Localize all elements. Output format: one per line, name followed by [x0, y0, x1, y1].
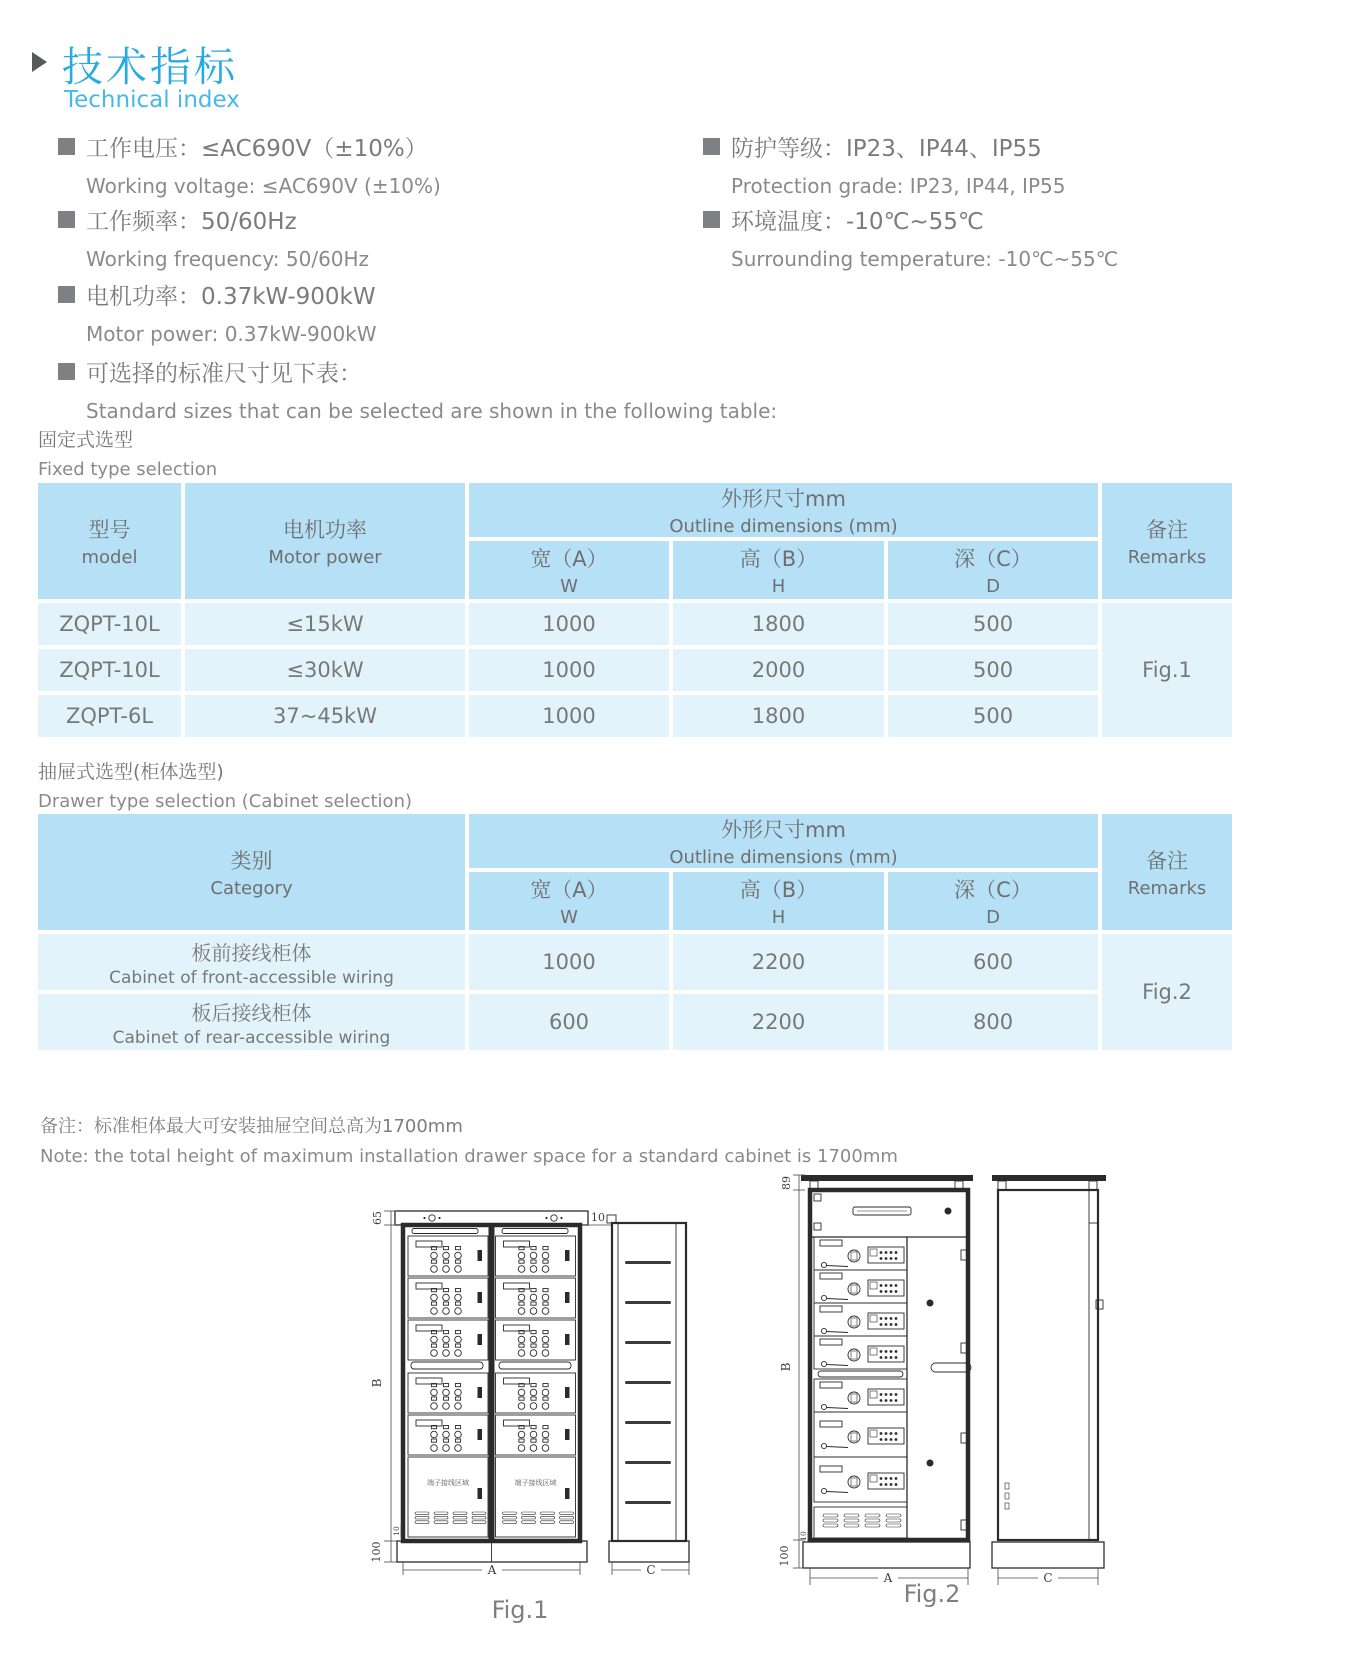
- spec-standard-sizes: [58, 355, 777, 423]
- header-zh: 电机功率: [283, 518, 367, 542]
- depth-cell: 500: [888, 649, 1098, 691]
- col-header-height: [673, 541, 884, 599]
- remark-cell: Fig.2: [1102, 934, 1232, 1050]
- height-cell: 1800: [673, 695, 884, 737]
- category-en: Cabinet of rear-accessible wiring: [112, 1027, 391, 1048]
- dim-c: C: [646, 1563, 656, 1577]
- square-bullet-icon: [58, 211, 75, 228]
- header-en: Motor power: [268, 547, 382, 568]
- height-cell: 2200: [673, 994, 884, 1050]
- dim-a: A: [883, 1571, 893, 1585]
- terminal-area-label: 端子接线区域: [514, 1479, 557, 1487]
- col-header-remarks: [1102, 483, 1232, 599]
- col-header-depth: [888, 872, 1098, 930]
- fig2-side-view: [992, 1175, 1106, 1568]
- header-en: H: [771, 907, 786, 928]
- spec-zh-text: 环境温度：-10℃~55℃: [731, 209, 984, 235]
- height-cell: 2200: [673, 934, 884, 990]
- square-bullet-icon: [58, 286, 75, 303]
- fig1-caption: Fig.1: [491, 1596, 549, 1624]
- header-zh: 深（C）: [954, 878, 1032, 902]
- width-cell: 1000: [469, 649, 669, 691]
- depth-cell: 500: [888, 695, 1098, 737]
- header-en: W: [560, 907, 578, 928]
- height-cell: 1800: [673, 603, 884, 645]
- square-bullet-icon: [703, 211, 720, 228]
- section-en: Fixed type selection: [38, 459, 218, 480]
- dim-10: 10: [591, 1211, 605, 1224]
- depth-cell: 600: [888, 934, 1098, 990]
- dim-b: B: [370, 1378, 384, 1388]
- dim-65: 65: [371, 1211, 384, 1225]
- header-en: model: [81, 547, 138, 568]
- table-row: [38, 603, 1232, 645]
- spec-en-text: Protection grade: IP23, IP44, IP55: [731, 174, 1066, 198]
- spec-working-voltage: [58, 130, 441, 198]
- header-zh: 外形尺寸mm: [721, 818, 846, 842]
- section-fixed-type: [38, 425, 217, 480]
- model-cell: ZQPT-10L: [38, 649, 181, 691]
- spec-en-text: Motor power: 0.37kW-900kW: [86, 322, 377, 346]
- fig1-drawing: [335, 1128, 705, 1628]
- dim-100: 100: [778, 1545, 791, 1567]
- spec-en-text: Surrounding temperature: -10℃~55℃: [731, 247, 1119, 271]
- header-zh: 备注: [1146, 518, 1189, 542]
- section-drawer-type: [38, 757, 412, 812]
- title-arrow-icon: [32, 52, 47, 72]
- header-en: Remarks: [1127, 547, 1207, 568]
- col-header-category: [38, 814, 465, 930]
- remark-cell: Fig.1: [1102, 603, 1232, 737]
- note-zh: 备注：标准柜体最大可安装抽屉空间总高为1700mm: [40, 1116, 463, 1137]
- col-header-depth: [888, 541, 1098, 599]
- square-bullet-icon: [58, 363, 75, 380]
- spec-working-frequency: [58, 203, 369, 271]
- spec-zh-text: 防护等级：IP23、IP44、IP55: [731, 136, 1042, 162]
- spec-zh-text: 工作频率：50/60Hz: [86, 209, 297, 235]
- header-zh: 深（C）: [954, 547, 1032, 571]
- header-en: Outline dimensions (mm): [669, 847, 898, 868]
- table-row: [38, 934, 1232, 990]
- width-cell: 1000: [469, 934, 669, 990]
- power-cell: ≤30kW: [185, 649, 465, 691]
- header-zh: 型号: [88, 518, 131, 542]
- header-zh: 宽（A）: [530, 878, 608, 902]
- dim-100: 100: [370, 1541, 383, 1563]
- model-cell: ZQPT-10L: [38, 603, 181, 645]
- section-zh: 固定式选型: [38, 429, 134, 451]
- depth-cell: 500: [888, 603, 1098, 645]
- col-header-outline-dimensions: [469, 814, 1098, 868]
- fig1-dimensions: [370, 1211, 689, 1577]
- power-cell: 37~45kW: [185, 695, 465, 737]
- category-cell: [38, 934, 465, 990]
- header-en: W: [560, 576, 578, 597]
- spec-zh-text: 工作电压：≤AC690V（±10%）: [86, 136, 428, 162]
- col-header-width: [469, 541, 669, 599]
- header-en: Category: [210, 878, 293, 899]
- drawer-type-table: [34, 810, 1236, 1054]
- fig2-front-view: [801, 1175, 973, 1568]
- square-bullet-icon: [703, 138, 720, 155]
- spec-en-text: Working voltage: ≤AC690V (±10%): [86, 174, 441, 198]
- spec-zh-text: 电机功率：0.37kW-900kW: [86, 284, 376, 310]
- col-header-remarks: [1102, 814, 1232, 930]
- height-cell: 2000: [673, 649, 884, 691]
- terminal-area-label: 端子接线区域: [427, 1479, 469, 1487]
- category-en: Cabinet of front-accessible wiring: [109, 967, 394, 988]
- category-zh: 板前接线柜体: [191, 940, 312, 965]
- dim-10-small: 10: [799, 1531, 808, 1541]
- fig1-front-view: [395, 1211, 588, 1562]
- fig1-side-view: [607, 1215, 689, 1562]
- width-cell: 1000: [469, 603, 669, 645]
- depth-cell: 800: [888, 994, 1098, 1050]
- fig2-drawing: [715, 1095, 1135, 1615]
- header-en: H: [771, 576, 786, 597]
- col-header-motor-power: [185, 483, 465, 599]
- fixed-type-table: [34, 479, 1236, 741]
- table-row: [38, 649, 1232, 691]
- col-header-width: [469, 872, 669, 930]
- power-cell: ≤15kW: [185, 603, 465, 645]
- spec-protection-grade: [703, 130, 1065, 198]
- spec-zh-text: 可选择的标准尺寸见下表：: [86, 361, 362, 387]
- header-en: Remarks: [1127, 878, 1207, 899]
- model-cell: ZQPT-6L: [38, 695, 181, 737]
- category-zh: 板后接线柜体: [191, 1000, 312, 1025]
- spec-surrounding-temperature: [703, 203, 1118, 271]
- header-en: Outline dimensions (mm): [669, 516, 898, 537]
- page-subtitle: Technical index: [64, 87, 240, 113]
- page-title: 技术指标: [62, 43, 238, 91]
- width-cell: 1000: [469, 695, 669, 737]
- spec-motor-power: [58, 278, 377, 346]
- col-header-model: [38, 483, 181, 599]
- fig2-caption: Fig.2: [903, 1580, 961, 1608]
- spec-en-text: Standard sizes that can be selected are shown in the following table:: [86, 399, 778, 423]
- header-zh: 高（B）: [739, 878, 818, 902]
- col-header-outline-dimensions: [469, 483, 1098, 537]
- dim-b: B: [779, 1362, 793, 1372]
- header-zh: 高（B）: [739, 547, 818, 571]
- section-zh: 抽屉式选型(柜体选型): [38, 761, 224, 783]
- dim-10-small: 10: [392, 1526, 401, 1536]
- header-zh: 外形尺寸mm: [721, 487, 846, 511]
- note-en: Note: the total height of maximum installation drawer space for a standard cabinet is 1700mm: [40, 1146, 898, 1167]
- dim-a: A: [487, 1563, 497, 1577]
- category-cell: [38, 994, 465, 1050]
- dim-c: C: [1043, 1571, 1053, 1585]
- header-en: D: [986, 907, 1000, 928]
- table-row: [38, 994, 1232, 1050]
- dim-89: 89: [780, 1176, 793, 1190]
- header-zh: 类别: [230, 849, 273, 873]
- col-header-height: [673, 872, 884, 930]
- section-en: Drawer type selection (Cabinet selection): [38, 791, 413, 812]
- table-row: [38, 695, 1232, 737]
- header-zh: 宽（A）: [530, 547, 608, 571]
- spec-en-text: Working frequency: 50/60Hz: [86, 247, 370, 271]
- header-en: D: [986, 576, 1000, 597]
- width-cell: 600: [469, 994, 669, 1050]
- header-zh: 备注: [1146, 849, 1189, 873]
- square-bullet-icon: [58, 138, 75, 155]
